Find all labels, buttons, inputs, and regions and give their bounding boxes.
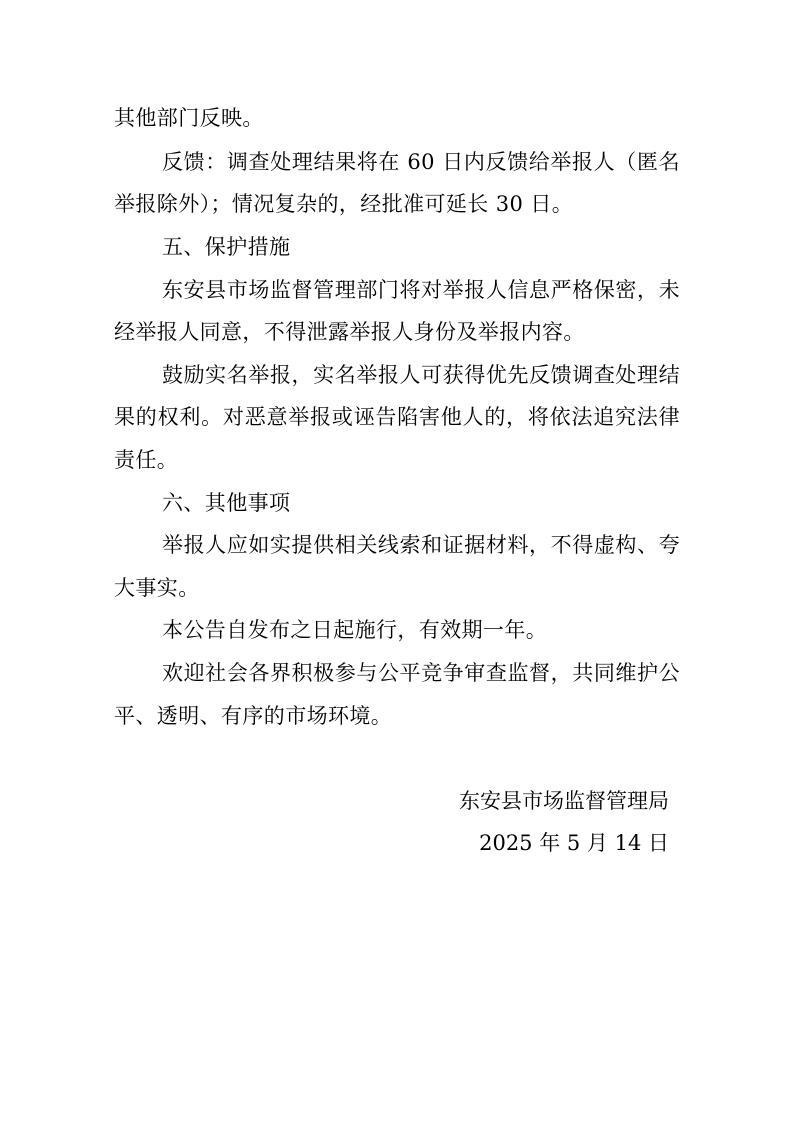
text-line: 反馈：调查处理结果将在 60 日内反馈给举报人（匿名 — [162, 150, 680, 174]
text-line: 责任。 — [114, 448, 179, 472]
text-line: 经举报人同意，不得泄露举报人身份及举报内容。 — [114, 320, 585, 344]
text-line: 其他部门反映。 — [114, 106, 264, 130]
text-line: 大事实。 — [114, 576, 200, 600]
section-heading: 六、其他事项 — [162, 491, 291, 515]
text-line: 鼓励实名举报，实名举报人可获得优先反馈调查处理结 — [162, 363, 680, 387]
signature-date: 2025 年 5 月 14 日 — [479, 831, 669, 855]
section-heading: 五、保护措施 — [162, 235, 291, 259]
text-line: 举报除外）；情况复杂的，经批准可延长 30 日。 — [114, 192, 574, 216]
text-line: 果的权利。对恶意举报或诬告陷害他人的，将依法追究法律 — [114, 405, 680, 429]
text-line: 平、透明、有序的市场环境。 — [114, 704, 393, 728]
text-line: 东安县市场监督管理部门将对举报人信息严格保密，未 — [162, 278, 680, 302]
text-line: 本公告自发布之日起施行，有效期一年。 — [162, 618, 548, 642]
text-line: 举报人应如实提供相关线索和证据材料，不得虚构、夸 — [162, 533, 680, 557]
signature-issuer: 东安县市场监督管理局 — [459, 789, 669, 813]
text-line: 欢迎社会各界积极参与公平竞争审查监督，共同维护公 — [162, 661, 680, 685]
